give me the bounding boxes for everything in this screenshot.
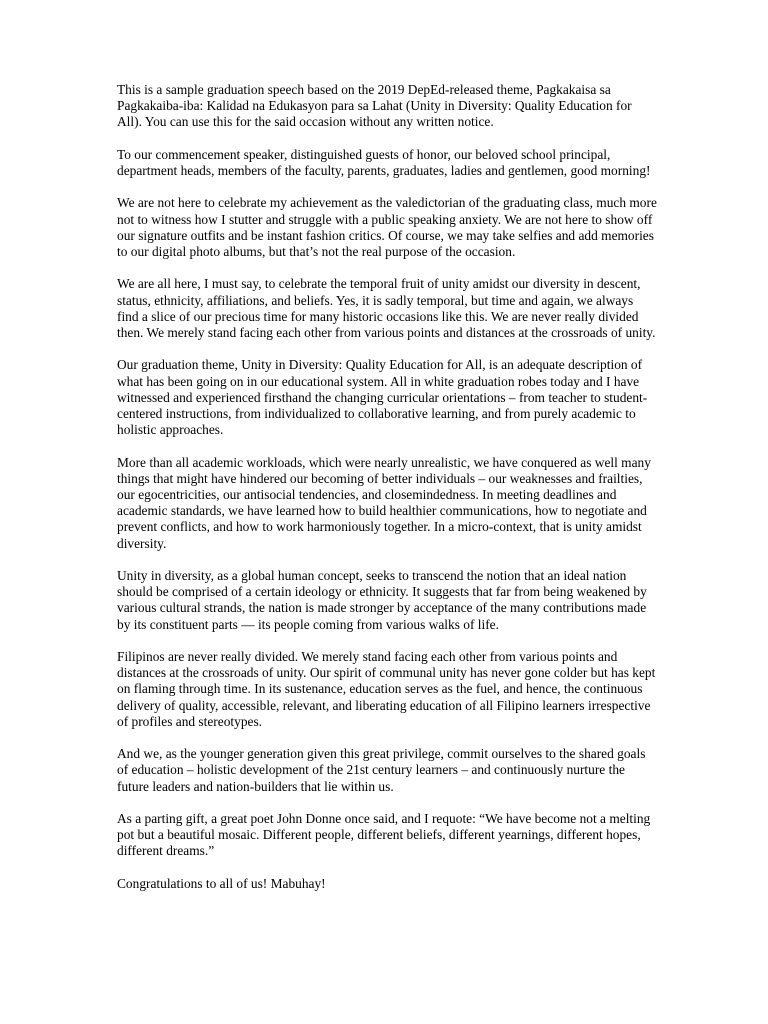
paragraph-intro-note: This is a sample graduation speech based on the 2019 DepEd-released theme, Pagkakaisa sa Pagkakaiba-iba: Kalidad na Edukasyon para sa Lahat (Unity in Diversity: Quality Education for All). You can use this for the said occasion without any written notice.	[117, 82, 632, 130]
paragraph-commitment: And we, as the younger generation given this great privilege, commit ourselves to the shared goals of education – holistic development of the 21st century learners – and continuously nurture the future leaders and nation-builders that lie within us.	[117, 746, 646, 794]
paragraph-theme: Our graduation theme, Unity in Diversity: Quality Education for All, is an adequate description of what has been going on in our educational system. All in white graduation robes today and I have witnessed and experienced firsthand the changing curricular orientations – from teacher to student-centered instructions, from individualized to collaborative learning, and from purely academic to holistic approaches.	[117, 357, 648, 438]
paragraph-closing: Congratulations to all of us! Mabuhay!	[117, 875, 326, 891]
document-page	[117, 82, 657, 908]
paragraph-global-concept: Unity in diversity, as a global human concept, seeks to transcend the notion that an ideal nation should be comprised of a certain ideology or ethnicity. It suggests that far from being weakened by various cultural strands, the nation is made stronger by acceptance of the many contributions made by its constituent parts — its people coming from various walks of life.	[117, 568, 647, 632]
paragraph-purpose: We are not here to celebrate my achievement as the valedictorian of the graduating class, much more not to witness how I stutter and struggle with a public speaking anxiety. We are not here to show off our signature outfits and be instant fashion critics. Of course, we may take selfies and add memories to our digital photo albums, but that’s not the real purpose of the occasion.	[117, 195, 657, 259]
paragraph-filipinos: Filipinos are never really divided. We merely stand facing each other from various points and distances at the crossroads of unity. Our spirit of communal unity has never gone colder but has kept on flaming through time. In its sustenance, education serves as the fuel, and hence, the continuous delivery of quality, accessible, relevant, and liberating education of all Filipino learners irrespective of profiles and stereotypes.	[117, 649, 656, 729]
paragraph-celebration: We are all here, I must say, to celebrate the temporal fruit of unity amidst our diversity in descent, status, ethnicity, affiliations, and beliefs. Yes, it is sadly temporal, but time and again, we always find a slice of our precious time for many historic occasions like this. We are never really divided then. We merely stand facing each other from various points and distances at the crossroads of unity.	[117, 276, 656, 340]
paragraph-parting-gift: As a parting gift, a great poet John Donne once said, and I requote: “We have become not a melting pot but a beautiful mosaic. Different people, different beliefs, different yearnings, different hopes, different dreams.”	[117, 811, 651, 859]
paragraph-salutation: To our commencement speaker, distinguished guests of honor, our beloved school principal, department heads, members of the faculty, parents, graduates, ladies and gentlemen, good morning!	[117, 146, 651, 178]
paragraph-conquests: More than all academic workloads, which were nearly unrealistic, we have conquered as well many things that might have hindered our becoming of better individuals – our weaknesses and frailties, our egocentricities, our antisocial tendencies, and closemindedness. In meeting deadlines and academic standards, we have learned how to build healthier communications, how to negotiate and prevent conflicts, and how to work harmoniously together. In a micro-context, that is unity amidst diversity.	[117, 454, 651, 551]
